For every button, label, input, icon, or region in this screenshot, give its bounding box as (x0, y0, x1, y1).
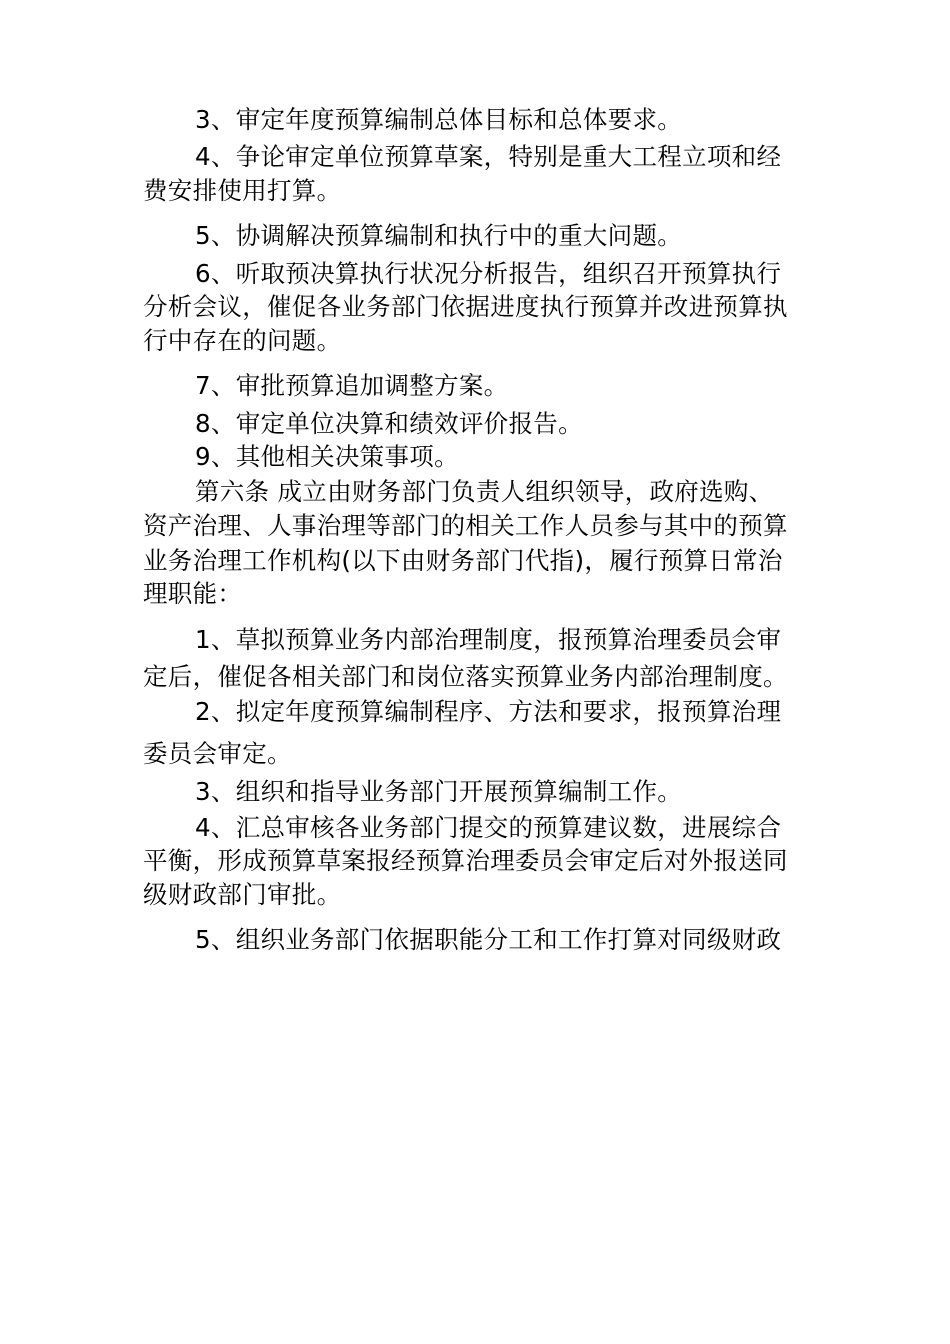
text-line: 3、审定年度预算编制总体目标和总体要求。 (195, 105, 683, 134)
text-line: 3、组织和指导业务部门开展预算编制工作。 (195, 777, 683, 806)
text-line: 费安排使用打算。 (143, 176, 342, 205)
text-line: 5、协调解决预算编制和执行中的重大问题。 (195, 221, 683, 250)
text-line: 资产治理、人事治理等部门的相关工作人员参与其中的预算 (143, 511, 788, 540)
text-line: 4、汇总审核各业务部门提交的预算建议数，进展综合 (195, 813, 782, 842)
text-line: 平衡，形成预算草案报经预算治理委员会审定后对外报送同 (143, 846, 788, 875)
text-line: 9、其他相关决策事项。 (195, 442, 459, 471)
text-line: 行中存在的问题。 (143, 326, 342, 355)
text-line: 委员会审定。 (143, 739, 292, 768)
text-line: 7、审批预算追加调整方案。 (195, 371, 509, 400)
text-line: 6、听取预决算执行状况分析报告，组织召开预算执行 (195, 259, 782, 288)
text-line: 4、争论审定单位预算草案，特别是重大工程立项和经 (195, 142, 782, 171)
text-line: 业务治理工作机构(以下由财务部门代指)，履行预算日常治 (143, 546, 783, 575)
text-line: 级财政部门审批。 (143, 880, 342, 909)
text-line: 5、组织业务部门依据职能分工和工作打算对同级财政 (195, 925, 782, 954)
text-line: 定后，催促各相关部门和岗位落实预算业务内部治理制度。 (143, 662, 788, 691)
text-line: 第六条 成立由财务部门负责人组织领导，政府选购、 (195, 477, 774, 506)
text-line: 2、拟定年度预算编制程序、方法和要求，报预算治理 (195, 697, 782, 726)
text-line: 1、草拟预算业务内部治理制度，报预算治理委员会审 (195, 625, 782, 654)
text-line: 分析会议，催促各业务部门依据进度执行预算并改进预算执 (143, 292, 788, 321)
text-line: 理职能： (143, 579, 243, 608)
text-line: 8、审定单位决算和绩效评价报告。 (195, 409, 583, 438)
